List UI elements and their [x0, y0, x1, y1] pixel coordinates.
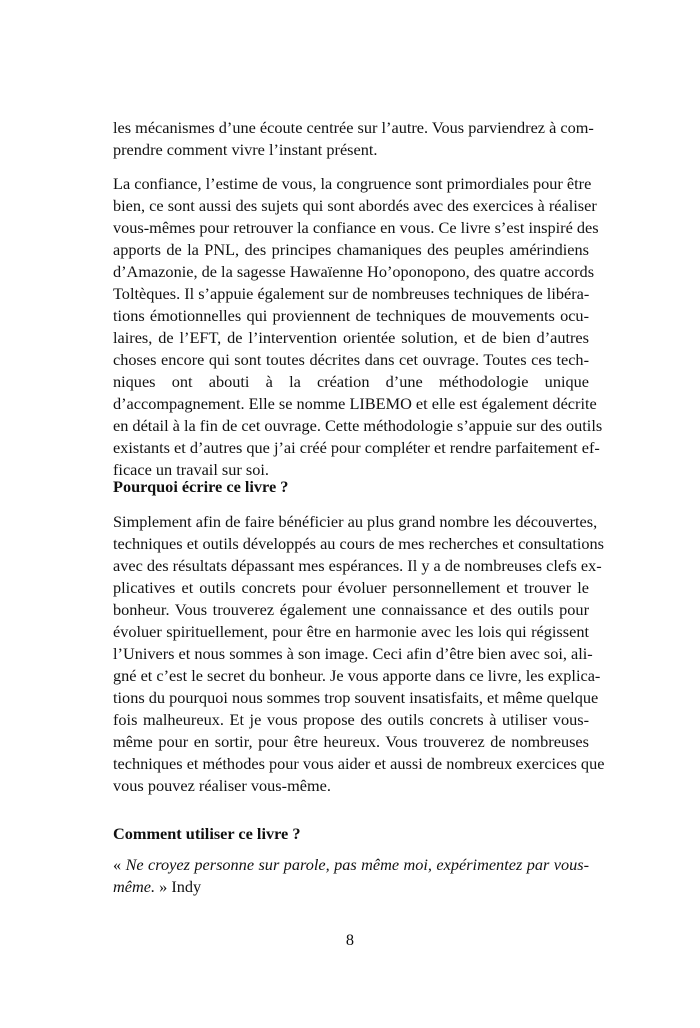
text-line: plicatives et outils concrets pour évoluer personnellement et trouver le [113, 578, 589, 597]
text-line: bonheur. Vous trouverez également une connaissance et des outils pour [113, 600, 589, 619]
text-line: avec des résultats dépassant mes espérances. Il y a de nombreuses clefs ex- [113, 556, 602, 575]
text-line: en détail à la fin de cet ouvrage. Cette méthodologie s’appuie sur des outils [113, 416, 603, 435]
text-line: apports de la PNL, des principes chamaniques des peuples amérindiens [113, 240, 589, 259]
text-line: Simplement afin de faire bénéficier au plus grand nombre les découvertes, [113, 512, 598, 531]
text-line: gné et c’est le secret du bonheur. Je vous apporte dans ce livre, les explica- [113, 666, 601, 685]
text-line: choses encore qui sont toutes décrites dans cet ouvrage. Toutes ces tech- [113, 350, 589, 369]
quote-line-1 [113, 854, 589, 876]
text-line: techniques et méthodes pour vous aider et aussi de nombreux exercices que [113, 754, 605, 773]
quote-text-2: même. [113, 877, 156, 896]
paragraph-2 [113, 173, 603, 481]
text-line: d’accompagnement. Elle se nomme LIBEMO et elle est également décrite [113, 394, 597, 413]
quote-open: « [113, 855, 126, 874]
quote [113, 854, 589, 898]
text-line: évoluer spirituellement, pour être en harmonie avec les lois qui régissent [113, 622, 589, 641]
quote-attribution: » Indy [155, 877, 202, 896]
paragraph-3 [113, 511, 605, 797]
text-line: vous-mêmes pour retrouver la confiance en vous. Ce livre s’est inspiré des [113, 218, 599, 237]
text-line: La confiance, l’estime de vous, la congruence sont primordiales pour être [113, 174, 592, 193]
quote-line-2 [113, 876, 589, 898]
text-line: existants et d’autres que j’ai créé pour compléter et rendre parfaitement ef- [113, 438, 600, 457]
text-line: prendre comment vivre l’instant présent. [113, 140, 378, 159]
text-line: Toltèques. Il s’appuie également sur de nombreuses techniques de libéra- [113, 284, 590, 303]
quote-text-1: Ne croyez personne sur parole, pas même moi, expérimentez par vous- [125, 855, 589, 874]
text-line: niques ont abouti à la création d’une méthodologie unique [113, 372, 589, 391]
text-line: les mécanismes d’une écoute centrée sur l’autre. Vous parviendrez à com- [113, 118, 594, 137]
text-line: tions du pourquoi nous sommes trop souvent insatisfaits, et même quelque [113, 688, 599, 707]
page-number: 8 [345, 930, 355, 949]
paragraph-1 [113, 117, 594, 161]
text-line: tions émotionnelles qui proviennent de techniques de mouvements ocu- [113, 306, 589, 325]
text-line: laires, de l’EFT, de l’intervention orientée solution, et de bien d’autres [113, 328, 589, 347]
text-line: d’Amazonie, de la sagesse Hawaïenne Ho’oponopono, des quatre accords [113, 262, 595, 281]
section-heading-pourquoi: Pourquoi écrire ce livre ? [113, 477, 289, 496]
text-line: même pour en sortir, pour être heureux. Vous trouverez de nombreuses [113, 732, 589, 751]
text-line: ficace un travail sur soi. [113, 460, 269, 479]
text-line: l’Univers et nous sommes à son image. Ceci afin d’être bien avec soi, ali- [113, 644, 593, 663]
section-heading-comment: Comment utiliser ce livre ? [113, 824, 301, 843]
text-line: fois malheureux. Et je vous propose des outils concrets à utiliser vous- [113, 710, 589, 729]
text-line: vous pouvez réaliser vous-même. [113, 776, 331, 795]
text-line: bien, ce sont aussi des sujets qui sont abordés avec des exercices à réaliser [113, 196, 597, 215]
text-line: techniques et outils développés au cours de mes recherches et consultations [113, 534, 604, 553]
